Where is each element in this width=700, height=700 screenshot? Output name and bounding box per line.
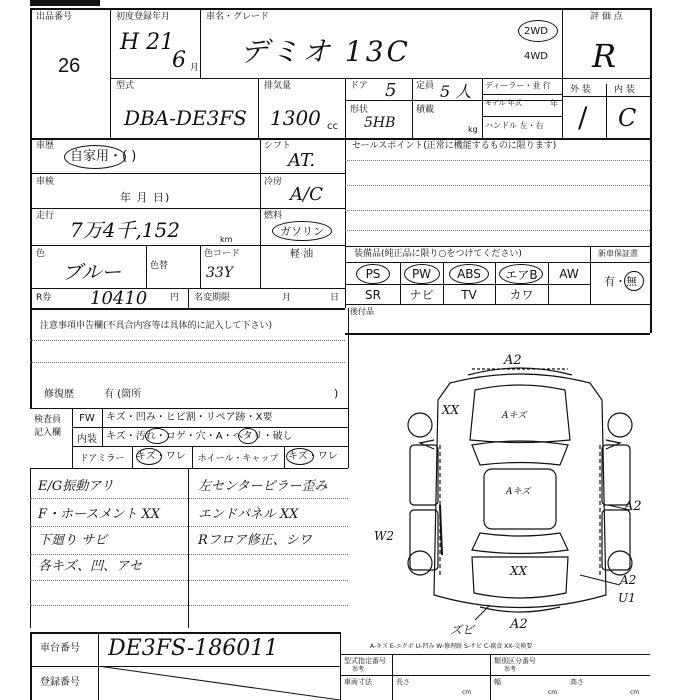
- cert-label-2: 類別区分番号: [494, 657, 536, 665]
- width-unit: cm: [548, 689, 558, 696]
- equipment-ps-circle: [356, 264, 390, 284]
- inspector-label: 検査員 記入欄: [34, 415, 62, 438]
- equipment-title: 装備品(純正品に限り○をつけてください): [354, 249, 522, 259]
- warranty-book-value: 有・無: [604, 275, 637, 288]
- note-right-1: 左センターピラー歪み: [198, 479, 328, 494]
- load-label: 積載: [416, 105, 435, 115]
- mark-a2-rear-right: A2: [620, 573, 637, 587]
- warranty-day: 日: [330, 293, 340, 303]
- grid-line: [30, 468, 348, 469]
- grid-line: [200, 8, 201, 78]
- grid-line: [30, 138, 650, 140]
- height-label: 高さ: [570, 678, 584, 686]
- aftermarket-label: 後付品: [350, 307, 374, 316]
- capacity-value: 5 人: [440, 82, 472, 101]
- displacement-value: 1300: [270, 106, 321, 130]
- body-shape-value: 5HB: [364, 115, 396, 131]
- grid-line: [30, 498, 348, 499]
- exterior-label: 外 装: [570, 85, 591, 95]
- door-value: 5: [385, 80, 397, 101]
- grid-line: [650, 138, 652, 333]
- cert-label: 型式指定番号: [344, 657, 386, 665]
- fuel-value: ガソリン: [280, 225, 324, 238]
- warranty-none-circle: [624, 271, 644, 291]
- grid-line: [30, 308, 32, 408]
- width-label: 幅: [494, 678, 501, 686]
- equipment-aw: AW: [559, 267, 579, 281]
- recycle-value: 10410: [90, 288, 148, 309]
- interior-label: 内 装: [614, 85, 635, 95]
- equipment-airbag: エアB: [505, 267, 538, 282]
- grid-line: [345, 262, 650, 263]
- grid-line: [30, 308, 345, 310]
- equipment-navi: ナビ: [409, 288, 434, 302]
- repair-bracket-close: ): [334, 387, 339, 400]
- model-year-label: モデル 年式: [485, 99, 522, 107]
- drive-4wd: 4WD: [524, 51, 548, 62]
- grid-line: [200, 245, 201, 288]
- grid-line: [590, 246, 591, 304]
- registration-month-value: 6: [172, 48, 186, 73]
- dealer-label: ディーラー・並 行: [485, 81, 551, 90]
- displacement-label: 排気量: [264, 81, 292, 91]
- grid-line: [30, 340, 345, 341]
- drive-2wd: 2WD: [524, 26, 548, 37]
- fuel-alt: 軽 油: [290, 249, 314, 260]
- equipment-abs-circle: [449, 264, 489, 284]
- grid-line: [606, 84, 607, 138]
- length-label-2: 長さ: [396, 678, 410, 686]
- grid-line: [72, 427, 348, 428]
- fuel-label: 燃料: [264, 211, 283, 221]
- history-value: 自家用・( ): [70, 149, 137, 164]
- grid-line: [30, 208, 345, 209]
- door-label: ドア: [350, 81, 368, 91]
- mark-a1-hood: Aキズ: [502, 411, 527, 421]
- grid-line: [188, 288, 189, 308]
- grid-line: [392, 654, 393, 700]
- handle-label: ハンドル 左・右: [485, 121, 544, 130]
- color-code-value: 33Y: [206, 265, 234, 281]
- grid-line: [340, 632, 341, 700]
- note-left-3: 下廻り サビ: [38, 533, 108, 548]
- body-shape-label: 形状: [350, 105, 369, 115]
- car-name-label: 車名・グレード: [206, 12, 270, 22]
- grid-line: [345, 333, 650, 335]
- aircon-label: 冷房: [264, 177, 283, 187]
- mileage-label: 走行: [36, 211, 55, 221]
- grid-line: [102, 408, 103, 446]
- color-value: ブルー: [62, 260, 122, 284]
- interior-grade-value: C: [618, 104, 637, 132]
- grid-line: [345, 230, 650, 231]
- equipment-tv: TV: [461, 287, 477, 302]
- recycle-label: R券: [36, 293, 52, 303]
- warranty-label: 名変期限: [194, 293, 231, 303]
- grid-line: [258, 78, 259, 138]
- mark-xx-rear: XX: [510, 564, 528, 578]
- inspector-wheel-value: キズ・ワレ: [288, 451, 338, 462]
- damage-legend: A-キズ E-エクボ U-凹み W-修理跡 S-サビ C-腐食 XX-交換要: [370, 643, 533, 650]
- mark-a2-top: A2: [504, 353, 522, 368]
- notes-label: 注意事項申告欄(不具合内容等は具体的に記入して下さい): [40, 321, 273, 331]
- grid-line: [345, 246, 650, 247]
- grid-line: [650, 8, 652, 138]
- ref-label: 参考: [352, 666, 365, 673]
- mark-circle: [286, 448, 314, 465]
- inspector-wheel-label: ホイール・キャップ: [197, 454, 279, 464]
- inspection-label: 車検: [36, 177, 55, 187]
- mark-a2-bottom: A2: [510, 617, 528, 632]
- car-name-value: デミオ 13C: [240, 35, 411, 68]
- displacement-unit: cc: [327, 121, 338, 132]
- mark-w2-left: W2: [374, 529, 394, 543]
- grid-line: [110, 78, 650, 79]
- length-label: 車両寸法: [344, 678, 372, 686]
- grid-line: [482, 78, 483, 138]
- grid-line: [482, 116, 562, 117]
- registration-label: 登録番号: [40, 677, 80, 688]
- grid-line: [30, 605, 348, 606]
- grid-line: [345, 185, 650, 186]
- inspector-fw-value: キズ・凹み・ヒビ割・リペア跡・X要: [106, 412, 273, 423]
- aircon-value: A/C: [290, 184, 323, 205]
- grid-line: [30, 632, 340, 634]
- model-year-unit: 年: [550, 99, 558, 108]
- grid-line: [30, 526, 348, 527]
- mark-xx-front-left: XX: [442, 403, 460, 417]
- grid-line: [30, 173, 345, 174]
- warranty-month: 月: [282, 293, 292, 303]
- color-change-label: 色替: [150, 261, 169, 271]
- grid-line: [340, 675, 650, 676]
- grid-line: [345, 210, 650, 211]
- grid-line: [188, 468, 189, 628]
- grid-line: [340, 654, 650, 655]
- equipment-airbag-circle: [499, 264, 543, 284]
- grid-line: [30, 8, 650, 10]
- note-left-4: 各キズ、凹、アセ: [38, 559, 143, 574]
- grid-line: [345, 160, 650, 161]
- grid-line: [348, 308, 349, 468]
- height-unit: cm: [630, 689, 640, 696]
- note-left-2: F・ホースメント XX: [38, 507, 161, 522]
- recycle-unit: 円: [170, 293, 180, 303]
- shift-value: AT.: [288, 150, 316, 171]
- equipment-pw: PW: [411, 267, 432, 281]
- grid-line: [110, 8, 111, 138]
- capacity-label: 定員: [416, 81, 435, 91]
- repair-history-value: 有 (箇所: [104, 389, 142, 400]
- score-value: R: [592, 37, 617, 75]
- grid-line: [490, 654, 491, 700]
- grid-line: [562, 8, 563, 138]
- mark-sabi-bottom: ズビ: [450, 623, 475, 637]
- mileage-unit: km: [220, 235, 233, 244]
- warranty-book-label: 新車保証書: [598, 249, 638, 258]
- grid-line: [30, 362, 345, 363]
- grid-line: [260, 138, 261, 288]
- load-unit: kg: [468, 125, 478, 134]
- note-right-3: Rフロア修正、シワ: [198, 533, 312, 548]
- mark-circle: [238, 428, 258, 444]
- lot-number-value: 26: [58, 55, 81, 77]
- registration-strike: [98, 666, 340, 700]
- grid-line: [30, 8, 32, 308]
- grid-line: [412, 78, 413, 138]
- header-bar: [30, 0, 100, 6]
- mark-a2-right: A2: [624, 499, 642, 514]
- mark-u1-rear-right: U1: [618, 591, 636, 605]
- history-label: 車歴: [36, 141, 55, 151]
- inspection-value: 年 月 日): [120, 191, 171, 204]
- equipment-ps: PS: [365, 267, 381, 281]
- mileage-value: 7万4千,152: [70, 218, 180, 242]
- repair-history-label: 修復歴: [44, 389, 74, 400]
- equipment-sr: SR: [365, 287, 381, 302]
- chassis-value: DE3FS-186011: [108, 636, 279, 661]
- note-left-1: E/G振動アリ: [38, 479, 114, 494]
- model-code-value: DBA-DE3FS: [124, 106, 247, 130]
- grid-line: [30, 580, 348, 581]
- length-unit: cm: [462, 689, 472, 696]
- chassis-label: 車台番号: [40, 643, 80, 654]
- first-registration-label: 初度登録年月: [116, 12, 171, 22]
- grid-line: [345, 304, 650, 305]
- inspector-mirror-value: キズ・ワレ: [136, 451, 186, 462]
- ref-label-2: 参考: [504, 666, 517, 673]
- grid-line: [30, 554, 348, 555]
- registration-year-value: H 21: [120, 30, 175, 55]
- mark-circle: [136, 448, 162, 465]
- grid-line: [284, 446, 285, 468]
- grid-line: [30, 245, 345, 246]
- score-label: 評 価 点: [590, 12, 623, 22]
- color-label: 色: [36, 249, 46, 259]
- grid-line: [146, 245, 147, 288]
- grid-line: [30, 468, 31, 628]
- inspector-interior-value: キズ・汚れ・コゲ・穴・A・ヘタリ・破し: [106, 431, 293, 442]
- lot-number-label: 出品番号: [36, 12, 73, 22]
- inspector-mirror-label: ドアミラー: [79, 454, 125, 464]
- month-unit: 月: [190, 63, 200, 73]
- model-code-label: 型式: [116, 81, 135, 91]
- equipment-abs: ABS: [457, 267, 481, 281]
- mark-a1-roof: Aキズ: [506, 487, 531, 497]
- sales-point-label: セールスポイント(正常に機能するものに限ります): [352, 141, 557, 151]
- equipment-pw-circle: [404, 264, 440, 284]
- grid-line: [482, 94, 562, 95]
- shift-label: シフト: [264, 141, 292, 151]
- inspector-fw-label: FW: [79, 412, 95, 424]
- exterior-grade-value: /: [578, 101, 588, 134]
- inspector-interior-label: 内装: [77, 433, 97, 445]
- grid-line: [132, 446, 133, 468]
- mark-circle: [145, 428, 169, 444]
- equipment-leather: カワ: [509, 288, 534, 302]
- color-code-label: 色コード: [204, 249, 241, 259]
- note-right-2: エンドパネル XX: [198, 507, 299, 522]
